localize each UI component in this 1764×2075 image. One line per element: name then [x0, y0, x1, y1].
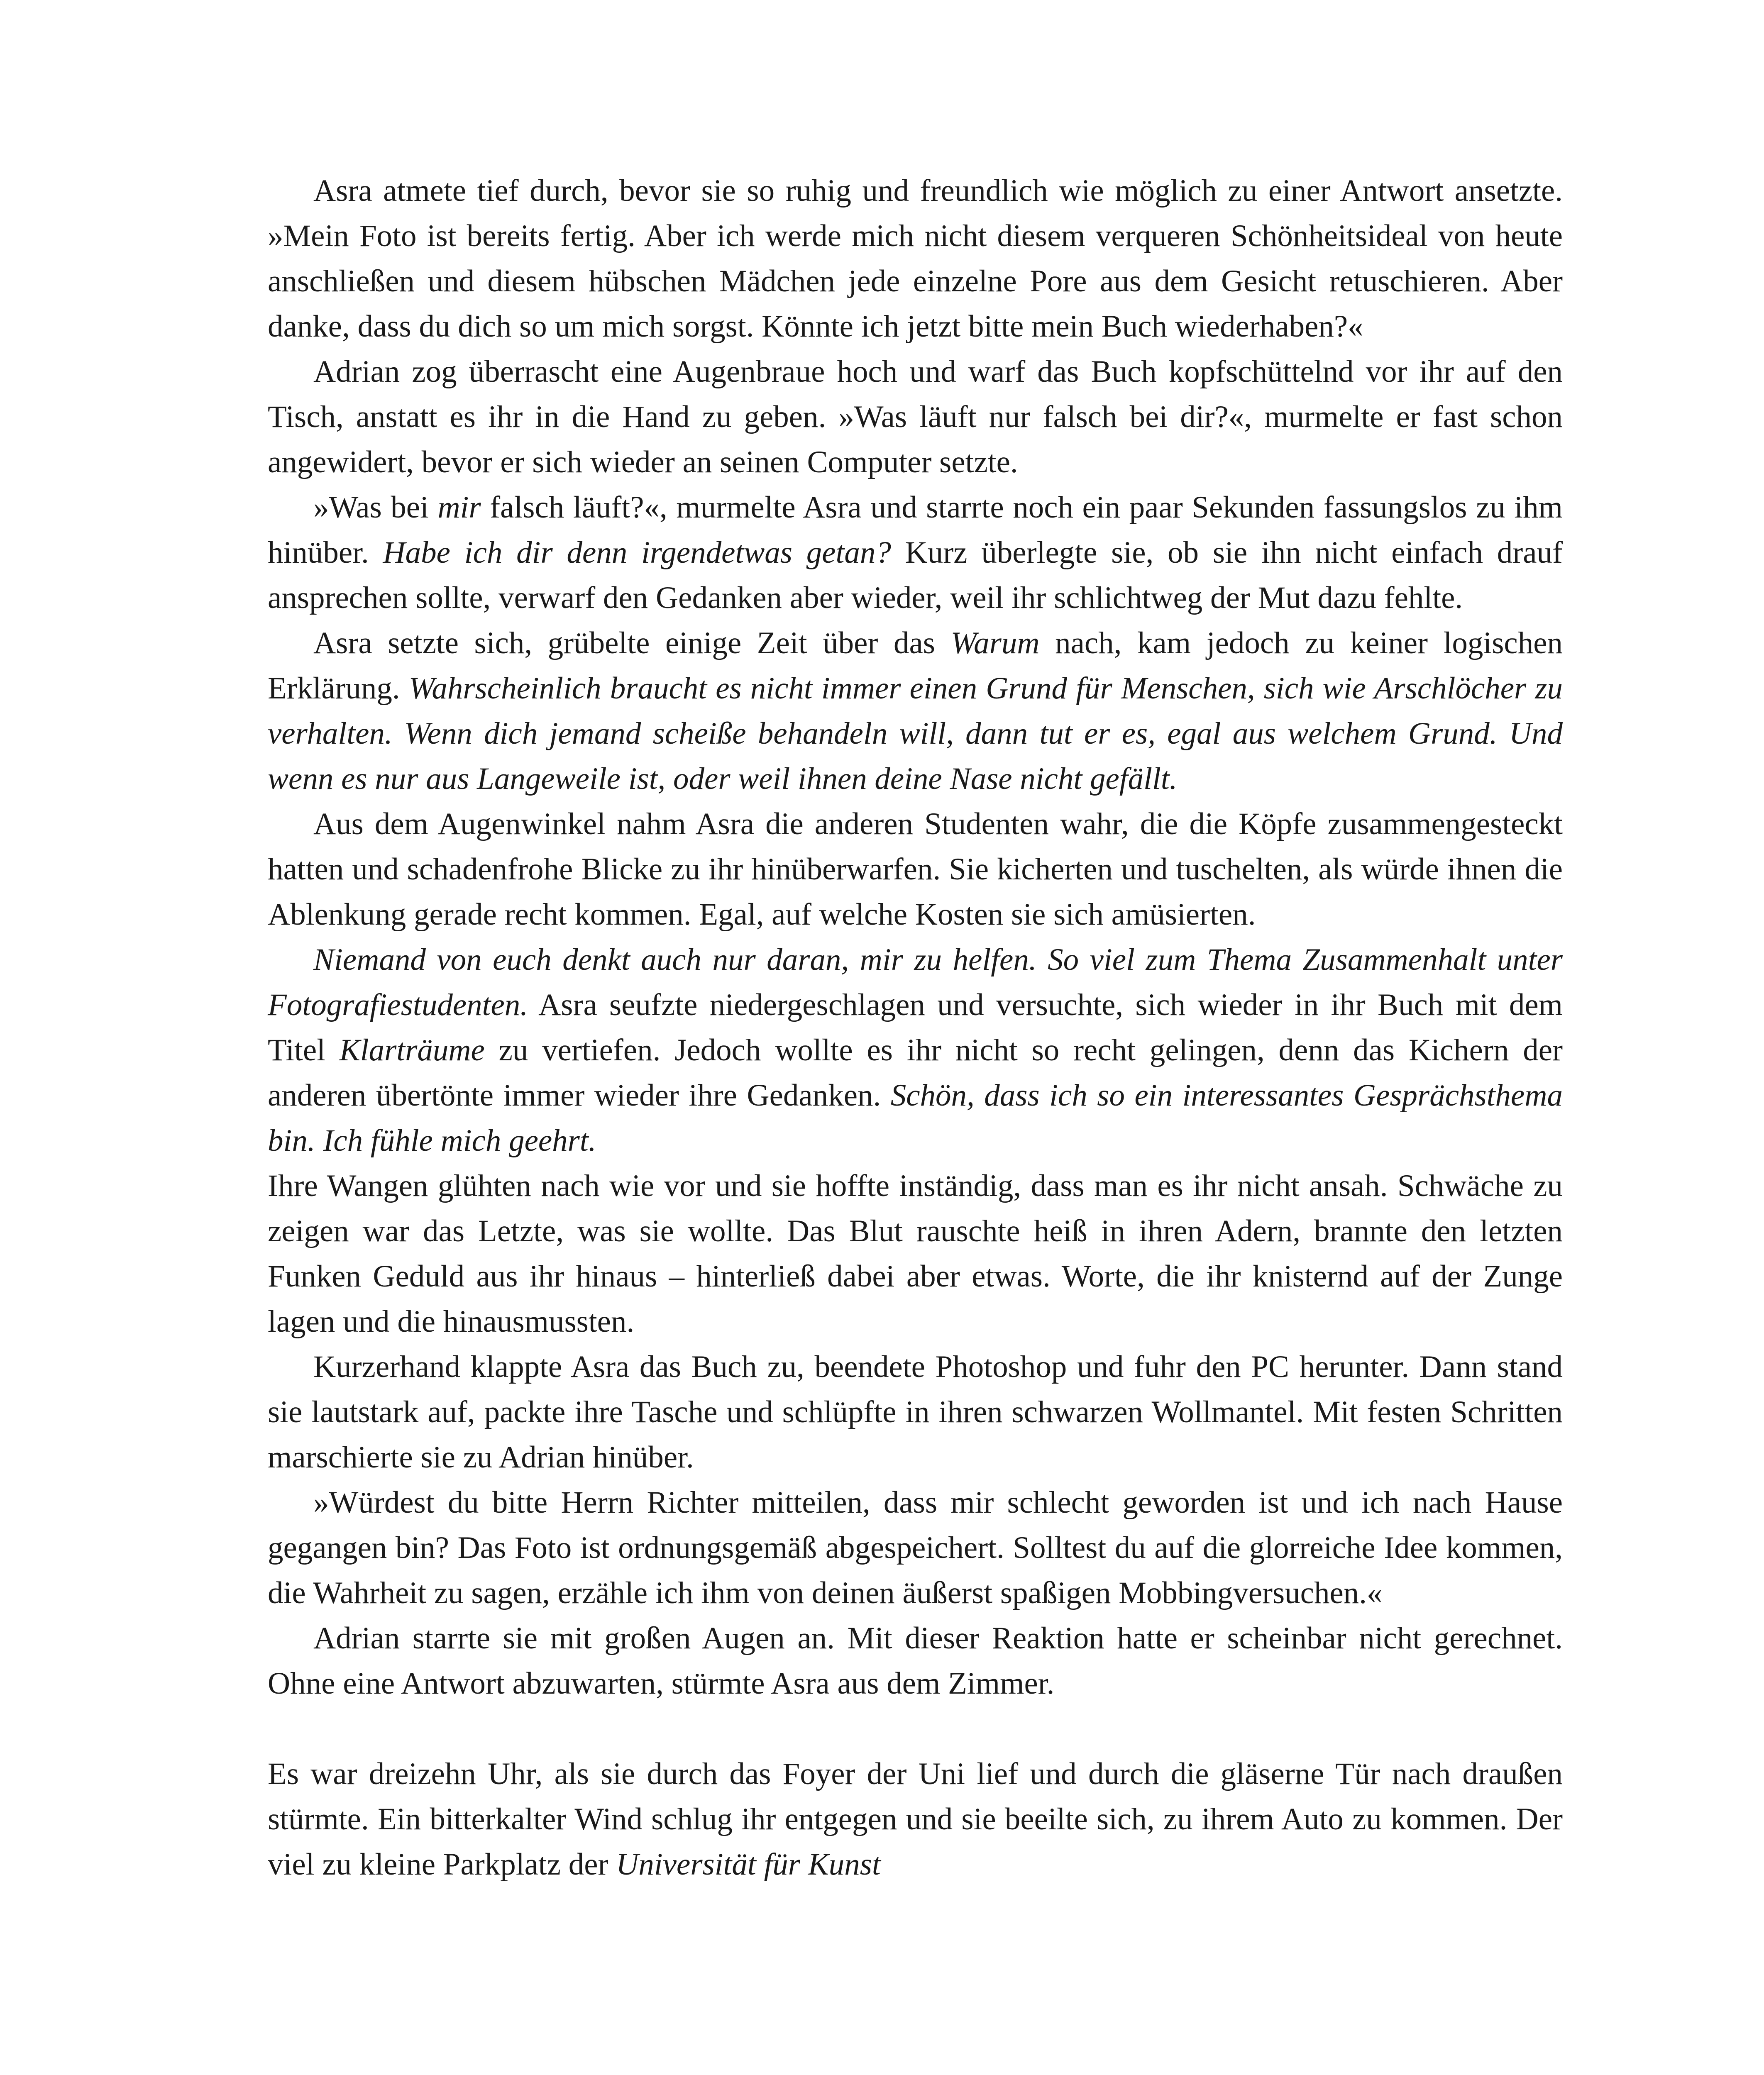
paragraph [268, 620, 1563, 801]
italic-text-segment: Universität für Kunst [616, 1847, 881, 1882]
paragraph [268, 349, 1563, 485]
italic-text-segment: mir [437, 490, 481, 525]
paragraph [268, 1616, 1563, 1706]
text-segment: falsch läuft?«, murmelte Asra und starrte noch ein paar Sekunden fassungslos zu ihm hinüber. [268, 490, 1563, 570]
paragraph [268, 937, 1563, 1163]
text-segment: zu vertiefen. Jedoch wollte es ihr nicht so recht gelingen, denn das Kichern der anderen übertönte immer wieder ihre Gedanken. [268, 1033, 1563, 1113]
italic-text-segment: Schön, dass ich so ein interessantes Gesprächsthema bin. Ich fühle mich geehrt. [268, 1078, 1563, 1158]
italic-text-segment: Warum [950, 626, 1040, 660]
italic-text-segment: Wahrscheinlich braucht es nicht immer einen Grund für Menschen, sich wie Arschlöcher zu verhalten. Wenn dich jemand scheiße behandeln will, dann tut er es, egal aus welchem Grund. Und wenn es nur aus Langeweile ist, oder weil ihnen deine Nase nicht gefällt. [268, 671, 1563, 796]
paragraph [268, 801, 1563, 937]
text-segment: Kurz überlegte sie, ob sie ihn nicht einfach drauf ansprechen sollte, verwarf den Gedanken aber wieder, weil ihr schlichtweg der Mut dazu fehlte. [268, 535, 1563, 615]
paragraph [268, 1163, 1563, 1344]
italic-text-segment: Klarträume [339, 1033, 485, 1067]
text-segment: Asra setzte sich, grübelte einige Zeit über das [313, 626, 951, 660]
text-segment: Adrian starrte sie mit großen Augen an. Mit dieser Reaktion hatte er scheinbar nicht gerechnet. Ohne eine Antwort abzuwarten, stürmte Asra aus dem Zimmer. [268, 1621, 1563, 1701]
text-segment: Adrian zog überrascht eine Augenbraue hoch und warf das Buch kopfschüttelnd vor ihr auf den Tisch, anstatt es ihr in die Hand zu geben. »Was läuft nur falsch bei dir?«, murmelte er fast schon angewidert, bevor er sich wieder an seinen Computer setzte. [268, 354, 1563, 479]
text-segment: nach, kam jedoch zu keiner logischen Erklärung. [268, 626, 1563, 706]
text-segment: Es war dreizehn Uhr, als sie durch das Foyer der Uni lief und durch die gläserne Tür nach draußen stürmte. Ein bitterkalter Wind schlug ihr entgegen und sie beeilte sich, zu ihrem Auto zu kommen. Der viel zu kleine Parkplatz der [268, 1757, 1563, 1882]
paragraph [268, 168, 1563, 349]
paragraph [268, 1344, 1563, 1480]
italic-text-segment: Niemand von euch denkt auch nur daran, mir zu helfen. So viel zum Thema Zusammenhalt unter Fotografiestudenten. [268, 942, 1563, 1022]
text-segment: Asra seufzte niedergeschlagen und versuchte, sich wieder in ihr Buch mit dem Titel [268, 988, 1563, 1067]
text-segment: »Was bei [313, 490, 438, 525]
paragraph [268, 1751, 1563, 1887]
text-segment: Aus dem Augenwinkel nahm Asra die anderen Studenten wahr, die die Köpfe zusammengesteckt hatten und schadenfrohe Blicke zu ihr hinüberwarfen. Sie kicherten und tuschelten, als würde ihnen die Ablenkung gerade recht kommen. Egal, auf welche Kosten sie sich amüsierten. [268, 807, 1563, 932]
text-segment: Kurzerhand klappte Asra das Buch zu, beendete Photoshop und fuhr den PC herunter. Dann stand sie lautstark auf, packte ihre Tasche und schlüpfte in ihren schwarzen Wollmantel. Mit festen Schritten marschierte sie zu Adrian hinüber. [268, 1350, 1563, 1474]
book-page-body [268, 168, 1563, 1887]
paragraph [268, 485, 1563, 620]
text-segment: »Würdest du bitte Herrn Richter mitteilen, dass mir schlecht geworden ist und ich nach Hause gegangen bin? Das Foto ist ordnungsgemäß abgespeichert. Solltest du auf die glorreiche Idee kommen, die Wahrheit zu sagen, erzähle ich ihm von deinen äußerst spaßigen Mobbingversuchen.« [268, 1485, 1563, 1610]
text-segment: Ihre Wangen glühten nach wie vor und sie hoffte inständig, dass man es ihr nicht ansah. Schwäche zu zeigen war das Letzte, was sie wollte. Das Blut rauschte heiß in ihren Adern, brannte den letzten Funken Geduld aus ihr hinaus – hinterließ dabei aber etwas. Worte, die ihr knisternd auf der Zunge lagen und die hinausmussten. [268, 1169, 1563, 1339]
paragraph [268, 1480, 1563, 1616]
text-segment: Asra atmete tief durch, bevor sie so ruhig und freundlich wie möglich zu einer Antwort ansetzte. »Mein Foto ist bereits fertig. Aber ich werde mich nicht diesem verqueren Schönheitsideal von heute anschließen und diesem hübschen Mädchen jede einzelne Pore aus dem Gesicht retuschieren. Aber danke, dass du dich so um mich sorgst. Könnte ich jetzt bitte mein Buch wiederhaben?« [268, 173, 1563, 344]
italic-text-segment: Habe ich dir denn irgendetwas getan? [383, 535, 891, 570]
